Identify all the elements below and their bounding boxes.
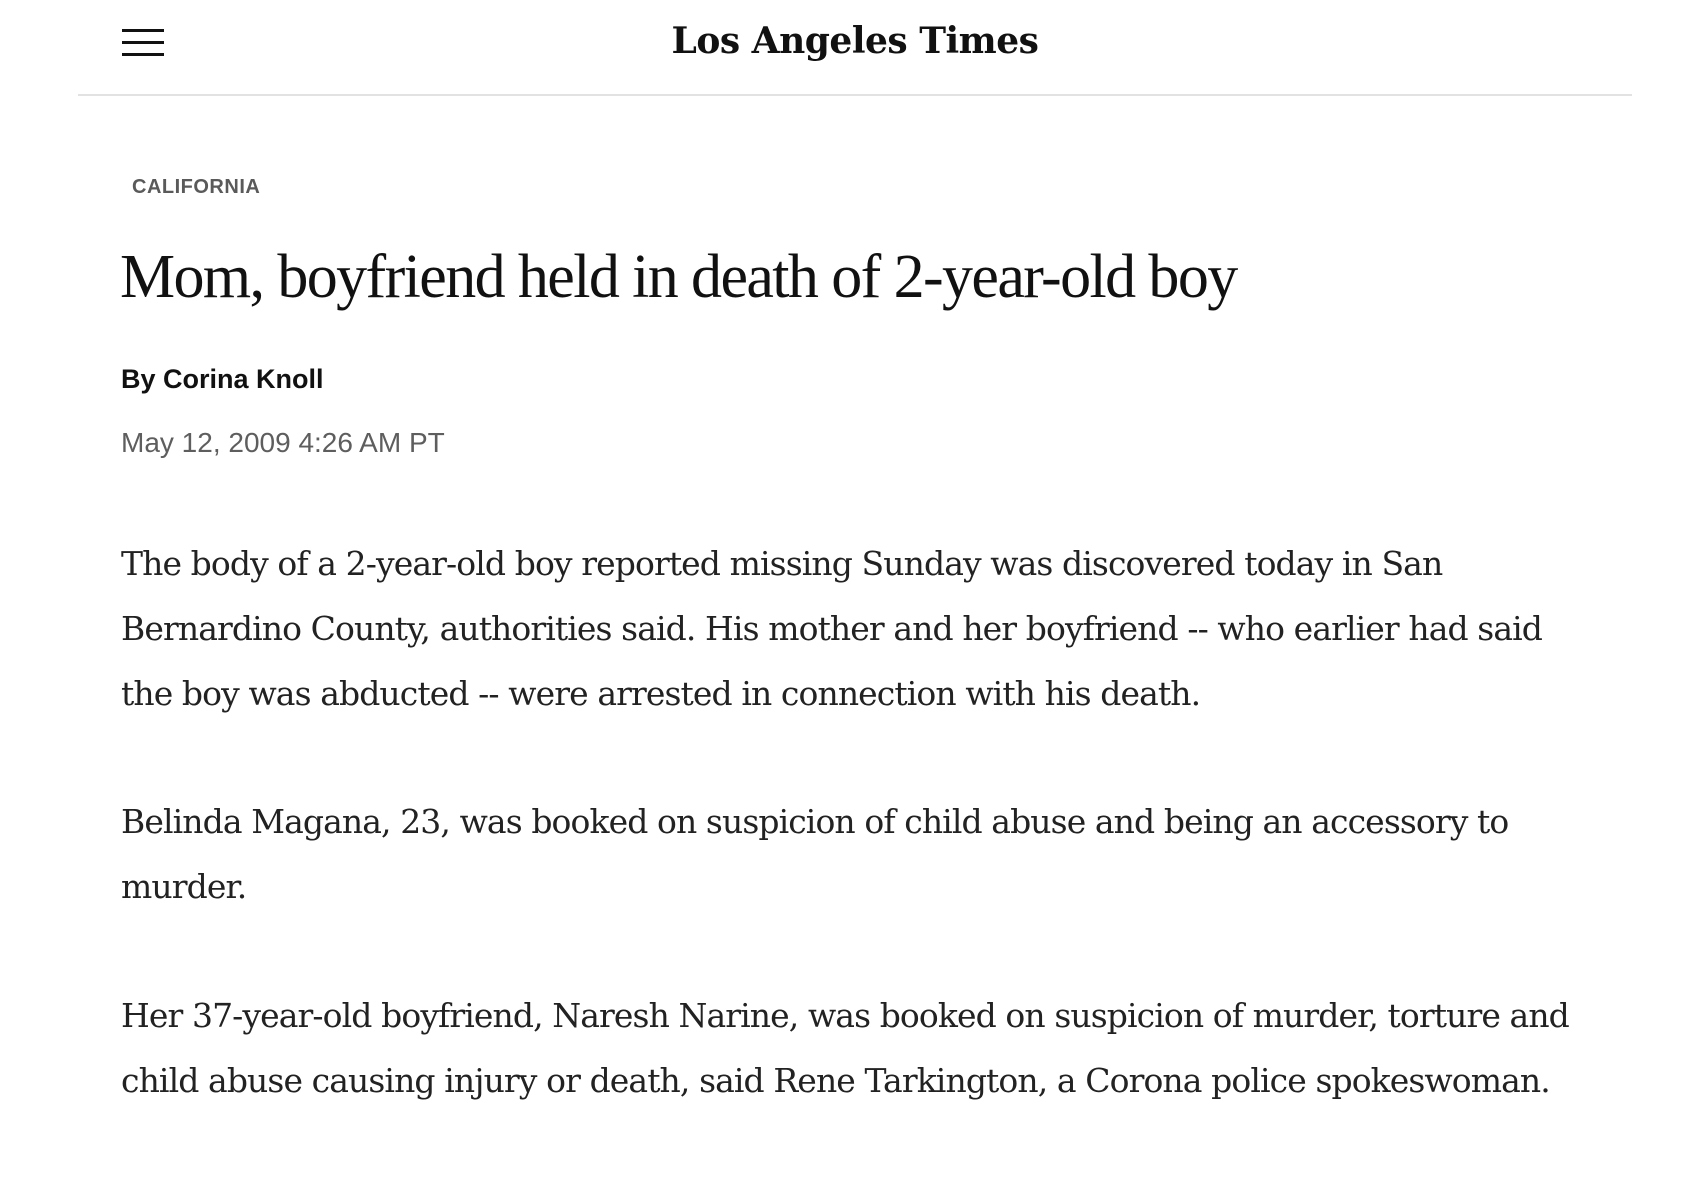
- byline: [121, 364, 324, 395]
- author-link[interactable]: Corina Knoll: [163, 364, 324, 394]
- byline-prefix: By: [121, 364, 156, 394]
- article-paragraph: Belinda Magana, 23, was booked on suspicion of child abuse and being an accessory to murder.: [121, 802, 1509, 906]
- article-paragraph: Her 37-year-old boyfriend, Naresh Narine, was booked on suspicion of murder, torture and child abuse causing injury or death, said Rene Tarkington, a Corona police spokeswoman.: [121, 996, 1569, 1100]
- article-paragraph: The body of a 2-year-old boy reported missing Sunday was discovered today in San Bernardino County, authorities said. His mother and her boyfriend -- who earlier had said the boy was abducted -- were arrested in connection with his death.: [121, 544, 1542, 713]
- publish-date: May 12, 2009 4:26 AM PT: [121, 427, 445, 458]
- article-headline: Mom, boyfriend held in death of 2-year-old boy: [120, 243, 1237, 311]
- section-label[interactable]: CALIFORNIA: [132, 176, 261, 198]
- site-logo[interactable]: Los Angeles Times: [671, 20, 1039, 62]
- site-header: [78, 0, 1632, 96]
